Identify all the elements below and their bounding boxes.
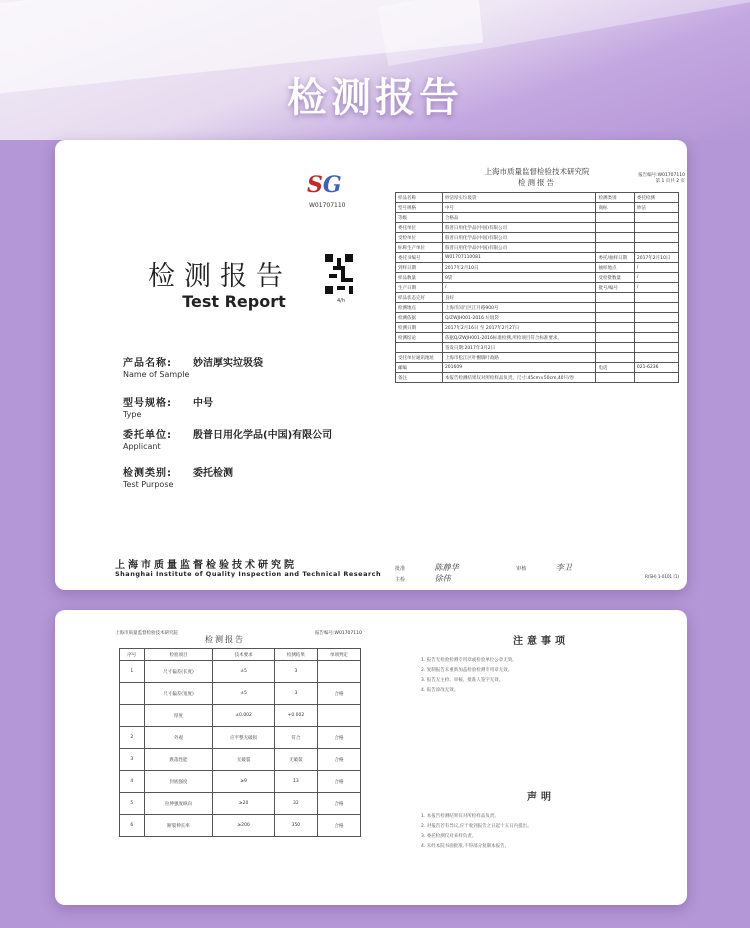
table-cell: 委托单位: [396, 223, 443, 233]
list-item: 2. 复制报告未重新加盖检验检测专用章无效。: [421, 668, 513, 673]
table-cell: 2017年2月16日 至 2017年2月27日: [442, 323, 596, 333]
table-cell: 3: [274, 683, 317, 705]
p3-subheader: 检测报告: [205, 635, 245, 644]
table-cell: 殷普日用化学品(中国)有限公司: [442, 243, 596, 253]
table-cell: 合格: [317, 815, 360, 837]
table-cell: 6: [120, 815, 145, 837]
table-row: [396, 193, 679, 203]
table-cell: 封底强度: [144, 771, 213, 793]
field-type: 型号规格: 中号 Type: [123, 398, 213, 419]
table-cell: 3: [120, 749, 145, 771]
table-cell: 1: [120, 661, 145, 683]
table-cell: 殷普日用化学品(中国)有限公司: [442, 233, 596, 243]
table-cell: 单项判定: [317, 649, 360, 661]
institute-name-cn: 上海市质量监督检验技术研究院: [115, 560, 297, 571]
table-cell: 妙洁: [634, 203, 678, 213]
table-cell: /: [634, 283, 678, 293]
p2-header: 上海市质量监督检验技术研究院: [484, 167, 590, 176]
table-row: [396, 313, 679, 323]
table-cell: +0.002: [274, 705, 317, 727]
table-cell: 委托/抽样日期: [596, 253, 634, 263]
table-row: [396, 293, 679, 303]
table-cell: 殷普日用化学品(中国)有限公司: [442, 223, 596, 233]
table-cell: 9袋: [442, 273, 596, 283]
table-cell: 等级: [396, 213, 443, 223]
table-cell: 技术要求: [213, 649, 275, 661]
table-cell: 厚度: [144, 705, 213, 727]
table-cell: ±5: [213, 683, 275, 705]
table-cell: 商标: [596, 203, 634, 213]
list-item: 3. 委托检测仅对来样负责。: [421, 834, 477, 839]
table-cell: 到样日期: [396, 263, 443, 273]
list-item: 2. 对报告若有异议,应于收到报告之日起十五日内提出。: [421, 824, 532, 829]
table-cell: 合格: [317, 727, 360, 749]
table-cell: [317, 661, 360, 683]
table-cell: 受检批数量: [596, 273, 634, 283]
institute-name-en: Shanghai Institute of Quality Inspection and Technical Research: [115, 570, 382, 578]
table-row: [120, 771, 361, 793]
table-row: [120, 793, 361, 815]
table-cell: [634, 323, 678, 333]
certification-logo: SG: [307, 172, 342, 198]
report-card-top: [55, 140, 687, 590]
table-cell: [596, 313, 634, 323]
table-cell: 受托单位通讯地址: [396, 353, 443, 363]
table-cell: [596, 323, 634, 333]
table-cell: 检测地点: [396, 303, 443, 313]
table-cell: ±5: [213, 661, 275, 683]
table-cell: [317, 705, 360, 727]
table-cell: [120, 705, 145, 727]
table-row: [396, 303, 679, 313]
table-cell: 合格品: [442, 213, 596, 223]
table-cell: [596, 293, 634, 303]
table-cell: 2: [120, 727, 145, 749]
table-row: [396, 213, 679, 223]
field-sample-name: 产品名称: 妙洁厚实垃圾袋 Name of Sample: [123, 358, 263, 379]
p2-report-no: 报告编号:W01707110 第 1 页共 2 页: [638, 173, 685, 184]
table-cell: [634, 303, 678, 313]
table-cell: 尺寸偏差(宽度): [144, 683, 213, 705]
table-cell: 型号规格: [396, 203, 443, 213]
table-cell: 检测类别: [596, 193, 634, 203]
hero-decor-band: [378, 0, 750, 66]
table-cell: 签发日期:2017年3月2日: [442, 343, 596, 353]
notice-page: [411, 620, 671, 895]
page-title: 检测报告: [287, 75, 463, 121]
table-row: [396, 233, 679, 243]
table-row: [120, 727, 361, 749]
table-cell: 无破裂: [274, 749, 317, 771]
table-cell: [634, 353, 678, 363]
p2-footer: R(SH) 1-0101 (1): [645, 574, 679, 579]
report-card-bottom: [55, 610, 687, 905]
table-row: [396, 283, 679, 293]
list-item: 4. 报告涂改无效。: [421, 688, 459, 693]
table-cell: 检测依据: [396, 313, 443, 323]
table-row: [120, 649, 361, 661]
table-cell: /: [634, 263, 678, 273]
table-cell: 4: [120, 771, 145, 793]
table-cell: [634, 343, 678, 353]
table-cell: [634, 333, 678, 343]
field-applicant: 委托单位: 殷普日用化学品(中国)有限公司 Applicant: [123, 430, 333, 451]
table-cell: 5: [120, 793, 145, 815]
cover-title-en: Test Report: [182, 292, 286, 311]
cover-cert-no: W01707110: [309, 202, 346, 209]
table-cell: 符合: [274, 727, 317, 749]
table-row: [120, 683, 361, 705]
table-cell: 上海市松江区叶榭镇叶政路: [442, 353, 596, 363]
table-cell: [396, 343, 443, 353]
table-cell: [596, 223, 634, 233]
table-cell: 本报告检测结果仅对所检样品负责。尺寸:45cm×50cm,40只/卷: [442, 373, 596, 383]
table-row: [120, 661, 361, 683]
table-cell: [596, 333, 634, 343]
table-cell: 32: [274, 793, 317, 815]
table-cell: 2017年2月10日: [634, 253, 678, 263]
table-cell: 受检单位: [396, 233, 443, 243]
table-cell: 备注: [396, 373, 443, 383]
table-row: [120, 815, 361, 837]
table-cell: 350: [274, 815, 317, 837]
table-cell: [596, 343, 634, 353]
table-cell: 3: [274, 661, 317, 683]
table-cell: 应平整无破损: [213, 727, 275, 749]
table-cell: ≥200: [213, 815, 275, 837]
table-cell: 样品数量: [396, 273, 443, 283]
notice-list: [421, 656, 661, 696]
table-row: [396, 353, 679, 363]
table-cell: 标称生产单位: [396, 243, 443, 253]
report-detail-page: [389, 158, 685, 584]
table-row: [396, 273, 679, 283]
table-cell: 尺寸偏差(长度): [144, 661, 213, 683]
test-results-table: [119, 648, 361, 837]
table-row: [120, 749, 361, 771]
test-results-page: [115, 620, 365, 895]
table-cell: 021-6236: [634, 363, 678, 373]
table-cell: [120, 683, 145, 705]
table-cell: 妙洁厚实垃圾袋: [442, 193, 596, 203]
table-cell: 中号: [442, 203, 596, 213]
list-item: 1. 报告无检验检测专用章或检验单位公章无效。: [421, 658, 517, 663]
p2-subheader: 检测报告: [518, 178, 556, 187]
report-detail-table: [395, 192, 679, 383]
table-cell: [596, 373, 634, 383]
table-cell: 跌落性能: [144, 749, 213, 771]
p3-report-no: 报告编号:W01707110: [315, 631, 362, 636]
table-row: [396, 263, 679, 273]
table-cell: [634, 293, 678, 303]
table-cell: /: [442, 283, 596, 293]
table-cell: /: [634, 273, 678, 283]
table-cell: 样品状态完好: [396, 293, 443, 303]
table-cell: 生产日期: [396, 283, 443, 293]
table-cell: 批号/编号: [596, 283, 634, 293]
table-cell: [634, 213, 678, 223]
table-cell: 合格: [317, 749, 360, 771]
notice-title: 注意事项: [513, 636, 569, 647]
statement-title: 声明: [527, 792, 555, 803]
table-cell: 良好: [442, 293, 596, 303]
list-item: 3. 报告无主检、审核、批准人签字无效。: [421, 678, 504, 683]
table-cell: [596, 353, 634, 363]
table-cell: 序号: [120, 649, 145, 661]
table-cell: [596, 233, 634, 243]
table-cell: 13: [274, 771, 317, 793]
table-cell: 合格: [317, 683, 360, 705]
table-cell: [596, 213, 634, 223]
table-cell: ≥20: [213, 793, 275, 815]
table-row: [396, 253, 679, 263]
table-row: [396, 223, 679, 233]
table-cell: 邮编: [396, 363, 443, 373]
table-row: [396, 343, 679, 353]
table-cell: 检测结论: [396, 333, 443, 343]
table-cell: 上海市闵行区江月路900号: [442, 303, 596, 313]
list-item: 1. 本报告检测结果仅对所检样品负责。: [421, 814, 499, 819]
table-cell: [596, 243, 634, 253]
table-cell: ≥9: [213, 771, 275, 793]
table-cell: 合格: [317, 793, 360, 815]
table-cell: 依据Q/ZWJH001-2016标准检测,所检项目符合标准要求。: [442, 333, 596, 343]
table-cell: [634, 313, 678, 323]
table-cell: 抽样地点: [596, 263, 634, 273]
table-cell: [634, 233, 678, 243]
cover-title-cn: 检测报告: [148, 261, 292, 292]
qr-code-icon: [325, 254, 353, 294]
list-item: 4. 未经本院书面批准,不得部分复制本报告。: [421, 844, 510, 849]
table-cell: ±0.002: [213, 705, 275, 727]
table-cell: 拉伸强度纵向: [144, 793, 213, 815]
table-row: [396, 323, 679, 333]
table-cell: Q/ZWJH001-2016 垃圾袋: [442, 313, 596, 323]
table-cell: [634, 243, 678, 253]
report-cover: [115, 158, 382, 578]
table-cell: 外观: [144, 727, 213, 749]
table-row: [396, 203, 679, 213]
signature-row: 批准 陈静华 审核 李卫 主检 徐伟: [395, 563, 572, 583]
table-cell: 委托书编号: [396, 253, 443, 263]
table-cell: [596, 303, 634, 313]
table-cell: 检测结果: [274, 649, 317, 661]
table-cell: 2017年2月10日: [442, 263, 596, 273]
table-cell: 电话: [596, 363, 634, 373]
statement-list: [421, 812, 661, 852]
table-row: [396, 333, 679, 343]
table-cell: 检验项目: [144, 649, 213, 661]
table-row: [396, 373, 679, 383]
table-row: [396, 363, 679, 373]
table-cell: 样品名称: [396, 193, 443, 203]
table-cell: 无破裂: [213, 749, 275, 771]
table-cell: 委托检测: [634, 193, 678, 203]
table-cell: 断裂伸长率: [144, 815, 213, 837]
table-row: [120, 705, 361, 727]
table-cell: 检测日期: [396, 323, 443, 333]
table-cell: [634, 373, 678, 383]
table-cell: 201609: [442, 363, 596, 373]
table-cell: W01707110081: [442, 253, 596, 263]
table-cell: [634, 223, 678, 233]
p3-header: 上海市质量监督检验技术研究院: [115, 631, 178, 636]
qr-caption: 4/h: [337, 298, 346, 304]
field-test-purpose: 检测类别: 委托检测 Test Purpose: [123, 468, 233, 489]
table-row: [396, 243, 679, 253]
table-cell: 合格: [317, 771, 360, 793]
